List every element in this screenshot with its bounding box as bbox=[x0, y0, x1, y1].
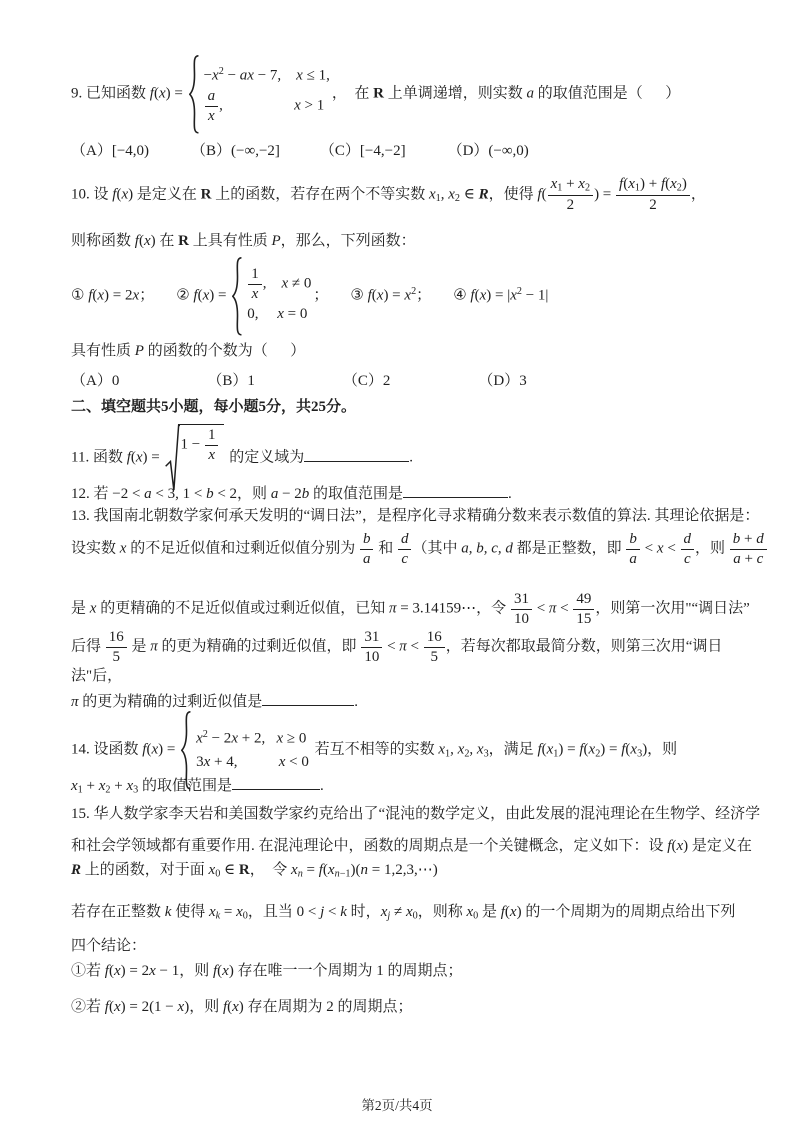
math-symbol: x bbox=[404, 287, 412, 304]
piecewise-rows bbox=[247, 266, 311, 326]
math-symbol: x bbox=[119, 540, 127, 557]
answer-blank bbox=[232, 773, 320, 790]
math-symbol: a bbox=[629, 550, 637, 567]
q10-stem-3: 具有性质 P 的函数的个数为（ ） bbox=[71, 343, 306, 359]
fraction-numerator: 31 bbox=[361, 629, 382, 648]
fraction bbox=[626, 531, 640, 568]
math-symbol: b bbox=[206, 485, 214, 502]
superscript: 2 bbox=[516, 286, 522, 298]
fraction-denominator: 15 bbox=[576, 610, 592, 627]
math-symbol: x bbox=[149, 963, 156, 979]
math-symbol: x bbox=[89, 600, 97, 617]
math-symbol: f bbox=[88, 287, 93, 304]
math-symbol: x bbox=[296, 67, 303, 84]
math-symbol: x bbox=[656, 540, 664, 557]
math-symbol: x bbox=[121, 186, 129, 203]
math-symbol: π bbox=[150, 638, 158, 655]
piecewise-rows bbox=[196, 727, 309, 774]
answer-blank bbox=[304, 445, 409, 462]
math-symbol: x bbox=[510, 287, 517, 304]
math-symbol: f bbox=[134, 233, 139, 249]
fraction-numerator: 16 bbox=[424, 629, 445, 648]
fraction-numerator: 1 bbox=[248, 266, 262, 285]
piecewise-row: 3x + 4, x < 0 bbox=[196, 753, 309, 770]
subscript: 1 bbox=[77, 784, 83, 796]
math-symbol: x bbox=[466, 904, 474, 920]
piecewise-cases bbox=[189, 55, 330, 134]
piecewise-cases bbox=[232, 257, 311, 336]
math-symbol: f bbox=[212, 963, 218, 979]
math-symbol: f bbox=[470, 287, 475, 304]
math-symbol: x bbox=[208, 446, 216, 463]
math-symbol: x bbox=[212, 67, 219, 84]
subscript: n−1 bbox=[334, 868, 351, 880]
math-symbol: x bbox=[247, 67, 254, 84]
piecewise-row: $-x^2$ − ax − 7, x ≤ 1, bbox=[203, 66, 330, 84]
fraction bbox=[424, 629, 445, 666]
math-symbol: x bbox=[202, 287, 210, 304]
piecewise-row: $x^2 - 2x + 2$, x ≥ 0 bbox=[196, 728, 307, 747]
fraction-denominator bbox=[248, 285, 262, 303]
math-symbol: f bbox=[579, 741, 584, 758]
subscript: 2 bbox=[595, 748, 601, 760]
answer-blank bbox=[403, 481, 508, 498]
math-symbol: f bbox=[537, 741, 542, 758]
math-symbol: f bbox=[222, 999, 228, 1015]
q15-line-3: R 上的函数，对于面 $x_0$ ∈ R， 令 $x_n = f(x_{n-1})(n$ = 1,2,3,⋯) bbox=[71, 862, 438, 880]
math-symbol: R bbox=[238, 862, 250, 878]
fraction-denominator bbox=[398, 550, 412, 568]
q13-line-4: 后得 $\frac{16}{5}$ 是 π 的更为精确的过剩近似值，即 $\frac{31}{10}$ < π < $\frac{16}{5}$ ，若每次都取最简分数，则第三次用“调日法"后， bbox=[71, 629, 723, 684]
math-symbol: x bbox=[476, 741, 484, 758]
section-2-header: 二、填空题共5小题，每小题5分，共25分。 bbox=[71, 399, 357, 415]
math-symbol: x bbox=[232, 999, 239, 1015]
math-symbol: k bbox=[164, 904, 172, 920]
piecewise-row: 0, x = 0 bbox=[247, 305, 308, 322]
math-symbol: x bbox=[126, 777, 134, 794]
math-symbol: x bbox=[278, 753, 286, 770]
fraction-numerator: 31 bbox=[511, 591, 532, 610]
math-symbol: x bbox=[196, 730, 203, 747]
math-symbol: x bbox=[405, 904, 413, 920]
math-symbol: f bbox=[112, 186, 117, 203]
fraction-numerator bbox=[626, 531, 640, 550]
math-symbol: x bbox=[588, 741, 596, 758]
math-symbol: a bbox=[362, 550, 371, 567]
fraction-denominator bbox=[360, 550, 374, 568]
fraction-denominator: 10 bbox=[513, 610, 529, 627]
subscript: 2 bbox=[454, 192, 460, 204]
piecewise-rows bbox=[204, 64, 330, 124]
fraction-denominator: 2 bbox=[649, 196, 657, 213]
fraction bbox=[616, 176, 690, 214]
math-symbol: x bbox=[578, 176, 585, 192]
fraction bbox=[205, 88, 219, 125]
math-symbol: f bbox=[104, 963, 109, 979]
fraction bbox=[573, 591, 594, 628]
fraction-numerator: 49 bbox=[573, 591, 594, 610]
fraction-numerator bbox=[360, 531, 374, 550]
radicand: 1 − $\frac{1}{x}$ bbox=[178, 424, 225, 492]
q12: 12. 若 −2 < a < 3, 1 < b < 2，则 a − 2b 的取值范围是 . bbox=[71, 481, 771, 505]
q13-line-2: 设实数 x 的不足近似值和过剩近似值分别为 $\frac{b}{a}$ 和 $\frac{d}{c}$ （其中 a, b, c, d 都是正整数，即 $\frac{b}{a}$ < x < $\frac{d}{c}$ ，则 $\frac{b + d}{a + c}$ bbox=[71, 531, 771, 568]
fraction-denominator bbox=[626, 550, 640, 568]
math-symbol: f bbox=[621, 741, 626, 758]
fraction bbox=[361, 629, 382, 666]
q9-options: （A）[−4,0) （B）(−∞,−2] （C）[−4,−2] （D）(−∞,0) bbox=[71, 143, 529, 159]
q13-line-1: 13. 我国南北朝数学家何承天发明的“调日法”，是程序化寻求精确分数来表示数值的算法. 其理论依据是： bbox=[71, 508, 760, 524]
page-footer: 第2页/共4页 bbox=[361, 1098, 433, 1113]
q10-stem-1: 10. 设 f(x) 是定义在 R 上的函数，若存在两个不等实数 $x_1$, $x_2$ ∈ R，使得 f( $\frac{x_1 + x_2}{2}$ ) = $\frac{f(x_1) + f(x_2)}{2}$ ， bbox=[71, 176, 706, 213]
subscript: 1 bbox=[435, 192, 441, 204]
q10-stem-2: 则称函数 f(x) 在 R 上具有性质 P，那么，下列函数： bbox=[71, 233, 416, 249]
math-symbol: f bbox=[537, 186, 542, 203]
math-symbol: x bbox=[294, 97, 301, 114]
fraction bbox=[248, 266, 262, 303]
math-symbol: x bbox=[676, 838, 684, 854]
fraction bbox=[730, 531, 767, 568]
math-symbol: x bbox=[236, 904, 243, 920]
superscript: 2 bbox=[411, 286, 417, 298]
q15-line-4: 若存在正整数 k 使得 $x_k = x_0$，且当 0 < j < k 时，$x_j \ne x_0$，则称 $x_0$ 是 f(x) 的一个周期为的周期点给出下列 bbox=[71, 904, 736, 922]
math-symbol: x bbox=[277, 305, 284, 322]
curly-brace-icon bbox=[189, 55, 200, 134]
math-symbol: b bbox=[476, 540, 484, 557]
math-symbol: x bbox=[177, 999, 185, 1015]
fraction-numerator: 1 bbox=[205, 427, 219, 446]
math-symbol: x bbox=[380, 904, 388, 920]
subscript: 1 bbox=[557, 182, 563, 194]
math-symbol: d bbox=[756, 531, 764, 547]
math-symbol: n bbox=[334, 868, 340, 880]
math-symbol: f bbox=[149, 85, 154, 102]
q15-conclusion-1: ①若 f(x) = 2x − 1，则 f(x) 存在唯一一个周期为 1 的周期点； bbox=[71, 963, 463, 979]
math-symbol: x bbox=[448, 186, 455, 203]
math-symbol: n bbox=[297, 868, 303, 880]
q11: 11. 函数 f(x) = 1 − $\frac{1}{x}$ 的定义域为 . bbox=[71, 424, 771, 492]
math-symbol: d bbox=[400, 531, 409, 547]
math-symbol: x bbox=[628, 176, 635, 192]
math-symbol: R bbox=[71, 862, 82, 878]
q14-line-2: $x_1 + x_2 + x_3$ 的取值范围是 . bbox=[71, 773, 771, 798]
math-symbol: R bbox=[200, 186, 212, 203]
q9-stem: 9. 已知函数 f(x) = $-x^2$ − ax − 7, x ≤ 1, $\frac{a}{x}$ , x > 1 ， 在 R 上单调递增，则实数 a 的取值范围是（ ） bbox=[71, 55, 771, 134]
math-symbol: x bbox=[203, 753, 211, 770]
math-symbol: π bbox=[71, 693, 79, 710]
math-symbol: f bbox=[142, 741, 147, 758]
math-symbol: c bbox=[401, 550, 409, 567]
subscript: 2 bbox=[464, 748, 470, 760]
math-symbol: x bbox=[135, 449, 143, 466]
math-symbol: x bbox=[457, 741, 465, 758]
math-symbol: c bbox=[756, 550, 764, 567]
math-symbol: b bbox=[732, 531, 741, 547]
math-symbol: x bbox=[208, 904, 216, 920]
subscript: 0 bbox=[412, 910, 418, 922]
math-symbol: x bbox=[208, 862, 216, 878]
q10-functions: ① f(x) = 2x； ② f(x) = $\frac{1}{x}$ , x ≠ 0 0, x = 0 ； ③ $f(x) = x^2$； ④ $f(x) = |x^2 - 1|$ bbox=[71, 257, 771, 336]
fraction-denominator: a + c bbox=[733, 550, 764, 567]
math-symbol: x bbox=[97, 287, 105, 304]
math-symbol: x bbox=[143, 233, 151, 249]
fraction-numerator bbox=[205, 88, 219, 107]
math-symbol: x bbox=[132, 287, 140, 304]
math-symbol: c bbox=[491, 540, 498, 557]
math-symbol: f bbox=[367, 287, 372, 304]
math-symbol: x bbox=[281, 276, 289, 293]
fraction bbox=[205, 427, 219, 464]
math-symbol: x bbox=[509, 904, 517, 920]
fraction bbox=[511, 591, 532, 628]
fraction-denominator: 5 bbox=[112, 648, 121, 665]
fraction-numerator bbox=[398, 531, 412, 550]
fraction-denominator bbox=[205, 107, 219, 125]
math-symbol: f bbox=[126, 449, 131, 466]
fraction-denominator: 2 bbox=[566, 196, 575, 213]
math-symbol: a bbox=[207, 87, 216, 104]
math-symbol: a bbox=[526, 85, 534, 102]
fraction-numerator: $f(x_1) + f(x_2)$ bbox=[616, 176, 690, 196]
subscript bbox=[387, 911, 390, 922]
subscript: 0 bbox=[215, 868, 221, 880]
fraction-numerator bbox=[681, 531, 695, 550]
subscript: 0 bbox=[473, 910, 479, 922]
subscript: 3 bbox=[133, 784, 139, 796]
math-symbol: P bbox=[271, 233, 281, 249]
math-symbol: π bbox=[388, 600, 397, 617]
math-symbol: x bbox=[113, 963, 121, 979]
superscript: 2 bbox=[218, 66, 224, 78]
math-symbol: x bbox=[550, 176, 558, 192]
subscript: 2 bbox=[105, 784, 111, 796]
math-symbol: j bbox=[320, 904, 325, 920]
fraction bbox=[360, 531, 374, 568]
q10-options: （A）0 （B）1 （C）2 （D）3 bbox=[71, 373, 527, 389]
math-symbol: R bbox=[178, 233, 189, 249]
curly-brace-icon bbox=[232, 257, 243, 336]
subscript: 1 bbox=[553, 748, 559, 760]
math-symbol: x bbox=[630, 741, 638, 758]
math-symbol: x bbox=[276, 730, 284, 747]
math-symbol: b bbox=[629, 531, 637, 547]
q14-line-1: 14. 设函数 f(x) = $x^2 - 2x + 2$, x ≥ 0 3x + 4, x < 0 若互不相等的实数 $x_1$, $x_2$, $x_3$，满足 $f(x_1) = f(x_2) = f(x_3)$，则 bbox=[71, 711, 771, 790]
subscript bbox=[298, 869, 303, 880]
fraction bbox=[106, 629, 127, 666]
math-symbol: f bbox=[193, 287, 198, 304]
math-symbol: k bbox=[340, 904, 347, 920]
math-symbol: f bbox=[318, 862, 323, 878]
math-symbol: x bbox=[291, 862, 298, 878]
math-symbol: x bbox=[207, 107, 215, 124]
math-symbol: a bbox=[144, 485, 152, 502]
q15-line-2: 和社会学领域都有重要作用. 在混沌理论中，函数的周期点是一个关键概念，定义如下：设 f(x) 是定义在 bbox=[71, 838, 752, 854]
math-symbol: a bbox=[461, 540, 469, 557]
fraction-denominator: 5 bbox=[430, 648, 439, 665]
fraction-numerator: b + d bbox=[730, 531, 767, 550]
math-symbol: f bbox=[667, 838, 672, 854]
fraction bbox=[681, 531, 695, 568]
math-symbol: x bbox=[113, 999, 121, 1015]
math-symbol: c bbox=[683, 550, 691, 567]
math-symbol: P bbox=[134, 343, 144, 359]
subscript: 2 bbox=[584, 182, 591, 194]
q13-line-3: 是 x 的更精确的不足近似值或过剩近似值，已知 π = 3.14159⋯，令 $\frac{31}{10}$ < π < $\frac{49}{15}$ ，则第一次用"“调日法” bbox=[71, 591, 750, 627]
math-symbol: R bbox=[373, 85, 384, 102]
math-symbol: a bbox=[733, 550, 741, 567]
math-symbol: a bbox=[270, 485, 279, 502]
subscript: 3 bbox=[637, 748, 643, 760]
math-symbol: b bbox=[362, 531, 371, 547]
math-symbol: π bbox=[399, 638, 407, 655]
math-symbol: x bbox=[231, 730, 238, 747]
math-symbol: x bbox=[546, 741, 554, 758]
math-symbol: x bbox=[251, 286, 259, 303]
math-symbol: x bbox=[438, 741, 446, 758]
fraction-denominator bbox=[205, 446, 219, 464]
q13-line-5: π 的更为精确的过剩近似值是 . bbox=[71, 689, 771, 713]
q15-line-1: 15. 华人数学家李天岩和美国数学家约克给出了“混沌的数学定义，由此发展的混沌理论在生物学、经济学 bbox=[71, 806, 761, 822]
math-symbol: d bbox=[505, 540, 513, 557]
math-symbol: n bbox=[360, 862, 369, 878]
math-symbol: x bbox=[71, 777, 78, 794]
answer-blank bbox=[262, 689, 354, 706]
math-symbol: f bbox=[619, 176, 624, 192]
math-symbol: j bbox=[387, 910, 391, 922]
subscript: 2 bbox=[676, 182, 682, 194]
math-symbol: f bbox=[660, 176, 666, 192]
math-symbol: f bbox=[104, 999, 109, 1015]
piecewise-row: $\frac{a}{x}$ , x > 1 bbox=[204, 88, 330, 125]
math-symbol: x bbox=[670, 176, 677, 192]
fraction bbox=[398, 531, 412, 568]
superscript: 2 bbox=[202, 728, 208, 740]
subscript: 0 bbox=[242, 910, 248, 922]
subscript: 3 bbox=[483, 748, 489, 760]
math-symbol: x bbox=[222, 963, 229, 979]
fraction-numerator: 16 bbox=[106, 629, 127, 648]
math-symbol: d bbox=[683, 531, 692, 547]
math-symbol: R bbox=[478, 186, 489, 203]
math-symbol: x bbox=[151, 741, 159, 758]
math-symbol: k bbox=[215, 910, 221, 922]
math-symbol: x bbox=[158, 85, 166, 102]
math-symbol: x bbox=[376, 287, 384, 304]
math-symbol: x bbox=[98, 777, 106, 794]
math-symbol: b bbox=[301, 485, 310, 502]
fraction bbox=[548, 176, 594, 214]
fraction-denominator: 10 bbox=[364, 648, 380, 665]
math-symbol: π bbox=[548, 600, 557, 617]
q15-conclusion-2: ②若 f(x) = 2(1 − x)，则 f(x) 存在周期为 2 的周期点； bbox=[71, 999, 413, 1015]
subscript bbox=[216, 911, 221, 922]
math-symbol: x bbox=[479, 287, 487, 304]
math-symbol: f bbox=[500, 904, 505, 920]
math-symbol: a bbox=[239, 67, 248, 84]
subscript: 1 bbox=[445, 748, 451, 760]
subscript: 1 bbox=[634, 182, 640, 194]
math-symbol: x bbox=[428, 186, 436, 203]
q15-line-5: 四个结论： bbox=[71, 938, 147, 954]
fraction-denominator bbox=[681, 550, 695, 568]
math-symbol: x bbox=[327, 862, 335, 878]
piecewise-row: $\frac{1}{x}$ , x ≠ 0 bbox=[247, 266, 311, 303]
fraction-numerator: $x_1 + x_2$ bbox=[548, 176, 594, 196]
